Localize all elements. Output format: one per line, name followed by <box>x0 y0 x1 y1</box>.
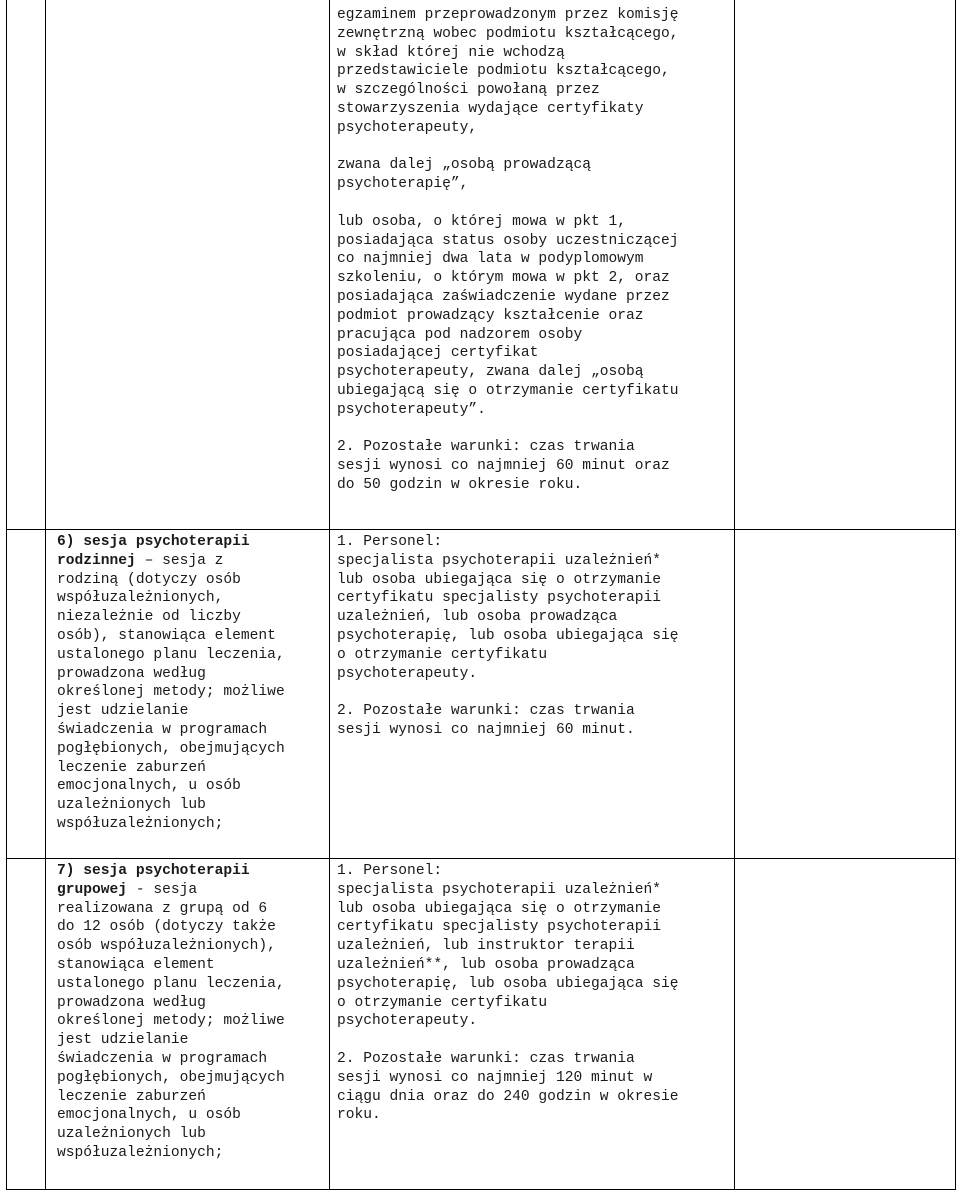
conditions-line: lub osoba ubiegająca się o otrzymanie <box>337 571 662 588</box>
paragraph-gap <box>337 1031 732 1050</box>
conditions-line: posiadającej certyfikat <box>337 345 539 362</box>
row-divider-1 <box>7 529 955 530</box>
conditions-line: przedstawiciele podmiotu kształcącego, <box>337 63 670 80</box>
service-description-line: emocjonalnych, u osób <box>57 778 241 795</box>
service-description-line: ustalonego planu leczenia, <box>57 975 285 992</box>
conditions-line: stowarzyszenia wydające certyfikaty <box>337 100 644 117</box>
conditions-line: do 50 godzin w okresie roku. <box>337 476 583 493</box>
row-7-conditions-text <box>337 862 732 1125</box>
conditions-line: ciągu dnia oraz do 240 godzin w okresie <box>337 1088 679 1105</box>
conditions-line: uzależnień, lub instruktor terapii <box>337 938 635 955</box>
row-6-service-cell <box>57 533 327 834</box>
service-description-line: współuzależnionych, <box>57 590 224 607</box>
service-title: 6) sesja psychoterapii <box>57 534 250 550</box>
service-title-line <box>57 862 327 881</box>
service-description-line: leczenie zaburzeń <box>57 1088 206 1105</box>
paragraph-gap <box>337 194 732 213</box>
service-description-line: świadczenia w programach <box>57 721 268 738</box>
paragraph-gap <box>337 683 732 702</box>
column-divider-2 <box>329 0 330 1189</box>
conditions-line: certyfikatu specjalisty psychoterapii <box>337 919 662 936</box>
conditions-line: podmiot prowadzący kształcenie oraz <box>337 307 644 324</box>
service-description-line: jest udzielanie <box>57 1032 189 1049</box>
conditions-line: certyfikatu specjalisty psychoterapii <box>337 590 662 607</box>
conditions-line: 1. Personel: <box>337 863 443 879</box>
service-title-line <box>57 533 327 552</box>
conditions-line: sesji wynosi co najmniej 120 minut w <box>337 1069 653 1086</box>
conditions-line: specjalista psychoterapii uzależnień* <box>337 552 662 569</box>
conditions-line: specjalista psychoterapii uzależnień* <box>337 881 662 898</box>
service-description-line: współuzależnionych; <box>57 1144 224 1161</box>
service-description-line: ustalonego planu leczenia, <box>57 646 285 663</box>
service-description-line: leczenie zaburzeń <box>57 759 206 776</box>
conditions-line: zewnętrzną wobec podmiotu kształcącego, <box>337 25 679 42</box>
conditions-line: lub osoba ubiegająca się o otrzymanie <box>337 900 662 917</box>
conditions-line: psychoterapeuty, <box>337 119 478 136</box>
service-description: – sesja z <box>135 552 224 569</box>
conditions-line: pracująca pod nadzorem osoby <box>337 326 583 343</box>
service-description-line: do 12 osób (dotyczy także <box>57 919 276 936</box>
row-6-service-text <box>57 533 327 834</box>
service-description-line: świadczenia w programach <box>57 1050 268 1067</box>
column-divider-1 <box>45 0 46 1189</box>
service-title: rodzinnej <box>57 552 136 569</box>
conditions-line: lub osoba, o której mowa w pkt 1, <box>337 213 627 230</box>
conditions-line: o otrzymanie certyfikatu <box>337 994 548 1011</box>
service-description-line: prowadzona według <box>57 994 206 1011</box>
service-title: grupowej <box>57 881 128 898</box>
conditions-line: o otrzymanie certyfikatu <box>337 646 548 663</box>
conditions-line: psychoterapeuty. <box>337 665 478 682</box>
conditions-line: psychoterapię, lub osoba ubiegająca się <box>337 627 679 644</box>
conditions-line: psychoterapeuty. <box>337 1013 478 1030</box>
conditions-line: egzaminem przeprowadzonym przez komisję <box>337 7 679 23</box>
conditions-line: 2. Pozostałe warunki: czas trwania <box>337 703 635 720</box>
row-divider-2 <box>7 858 955 859</box>
conditions-line: psychoterapię, lub osoba ubiegająca się <box>337 975 679 992</box>
service-description-line: rodziną (dotyczy osób <box>57 571 241 588</box>
service-description-line: jest udzielanie <box>57 703 189 720</box>
service-description-line: prowadzona według <box>57 665 206 682</box>
row-top-conditions-text <box>337 6 732 495</box>
service-description-line: osób), stanowiąca element <box>57 627 276 644</box>
row-6-conditions-text <box>337 533 732 740</box>
conditions-line: ubiegającą się o otrzymanie certyfikatu <box>337 382 679 399</box>
service-description: - sesja <box>127 881 198 898</box>
paragraph-gap <box>337 138 732 157</box>
row-6-conditions-cell <box>337 533 732 740</box>
conditions-line: uzależnień**, lub osoba prowadząca <box>337 956 635 973</box>
row-7-service-text <box>57 862 327 1163</box>
conditions-line: szkoleniu, o którym mowa w pkt 2, oraz <box>337 270 670 287</box>
conditions-line: sesji wynosi co najmniej 60 minut. <box>337 721 635 738</box>
conditions-line: psychoterapeuty, zwana dalej „osobą <box>337 364 644 381</box>
conditions-line: 2. Pozostałe warunki: czas trwania <box>337 439 635 456</box>
conditions-line: zwana dalej „osobą prowadzącą <box>337 157 591 174</box>
conditions-line: posiadająca zaświadczenie wydane przez <box>337 288 670 305</box>
conditions-line: w szczególności powołaną przez <box>337 82 600 99</box>
conditions-line: sesji wynosi co najmniej 60 minut oraz <box>337 458 670 475</box>
service-title-line <box>57 881 327 900</box>
conditions-line: co najmniej dwa lata w podyplomowym <box>337 251 644 268</box>
conditions-line: roku. <box>337 1107 381 1124</box>
service-description-line: stanowiąca element <box>57 956 215 973</box>
service-description-line: współuzależnionych; <box>57 815 224 832</box>
requirements-table <box>6 0 956 1190</box>
service-description-line: emocjonalnych, u osób <box>57 1107 241 1124</box>
service-description-line: osób współuzależnionych), <box>57 938 276 955</box>
service-description-line: uzależnionych lub <box>57 1126 206 1143</box>
service-description-line: określonej metody; możliwe <box>57 684 285 701</box>
conditions-line: psychoterapię”, <box>337 176 469 193</box>
service-description-line: określonej metody; możliwe <box>57 1013 285 1030</box>
conditions-line: uzależnień, lub osoba prowadząca <box>337 609 618 626</box>
conditions-line: psychoterapeuty”. <box>337 401 486 418</box>
service-description-line: realizowana z grupą od 6 <box>57 900 268 917</box>
row-top-conditions-cell <box>337 6 732 495</box>
service-description-line: niezależnie od liczby <box>57 609 241 626</box>
service-description-line: pogłębionych, obejmujących <box>57 740 285 757</box>
conditions-line: 2. Pozostałe warunki: czas trwania <box>337 1050 635 1067</box>
conditions-line: posiadająca status osoby uczestniczącej <box>337 232 679 249</box>
service-title: 7) sesja psychoterapii <box>57 863 250 879</box>
row-7-service-cell <box>57 862 327 1163</box>
conditions-line: w skład której nie wchodzą <box>337 44 565 61</box>
service-title-line <box>57 552 327 571</box>
row-7-conditions-cell <box>337 862 732 1125</box>
service-description-line: uzależnionych lub <box>57 797 206 814</box>
service-description-line: pogłębionych, obejmujących <box>57 1069 285 1086</box>
column-divider-3 <box>734 0 735 1189</box>
paragraph-gap <box>337 420 732 439</box>
conditions-line: 1. Personel: <box>337 534 443 550</box>
